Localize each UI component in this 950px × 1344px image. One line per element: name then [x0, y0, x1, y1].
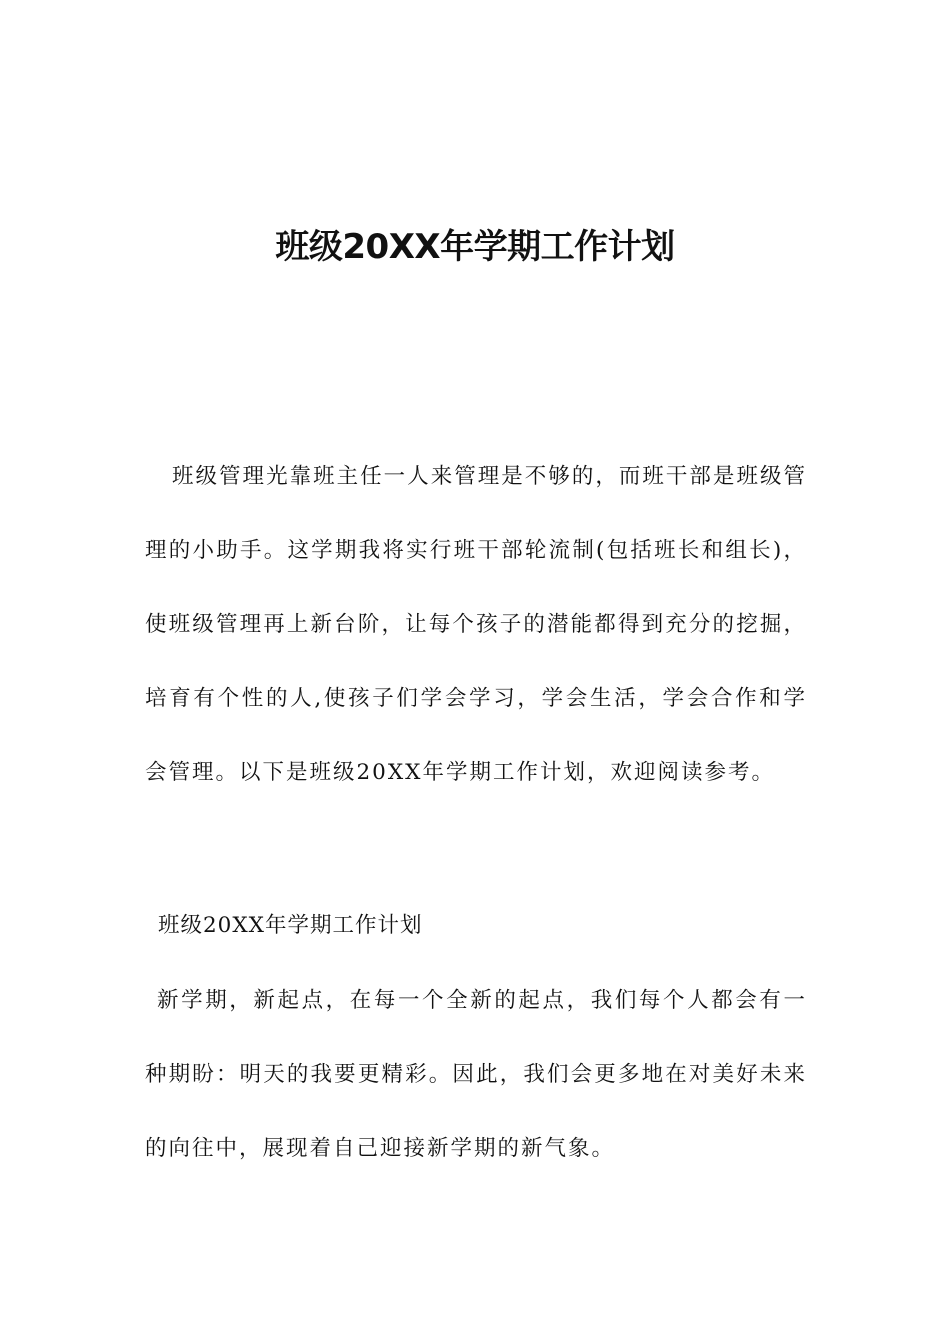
- intro-paragraph: 班级管理光靠班主任一人来管理是不够的，而班干部是班级管理的小助手。这学期我将实行班干部轮流制(包括班长和组长)，使班级管理再上新台阶，让每个孩子的潜能都得到充分的挖掘，培育有个性的人,使孩子们学会学习，学会生活，学会合作和学会管理。以下是班级20XX年学期工作计划，欢迎阅读参考。: [145, 464, 807, 785]
- section-paragraph: 新学期，新起点，在每一个全新的起点，我们每个人都会有一种期盼：明天的我要更精彩。因此，我们会更多地在对美好未来的向往中，展现着自己迎接新学期的新气象。: [145, 988, 807, 1161]
- document-title: 班级20XX年学期工作计划: [275, 227, 675, 267]
- section-heading: 班级20XX年学期工作计划: [158, 913, 423, 938]
